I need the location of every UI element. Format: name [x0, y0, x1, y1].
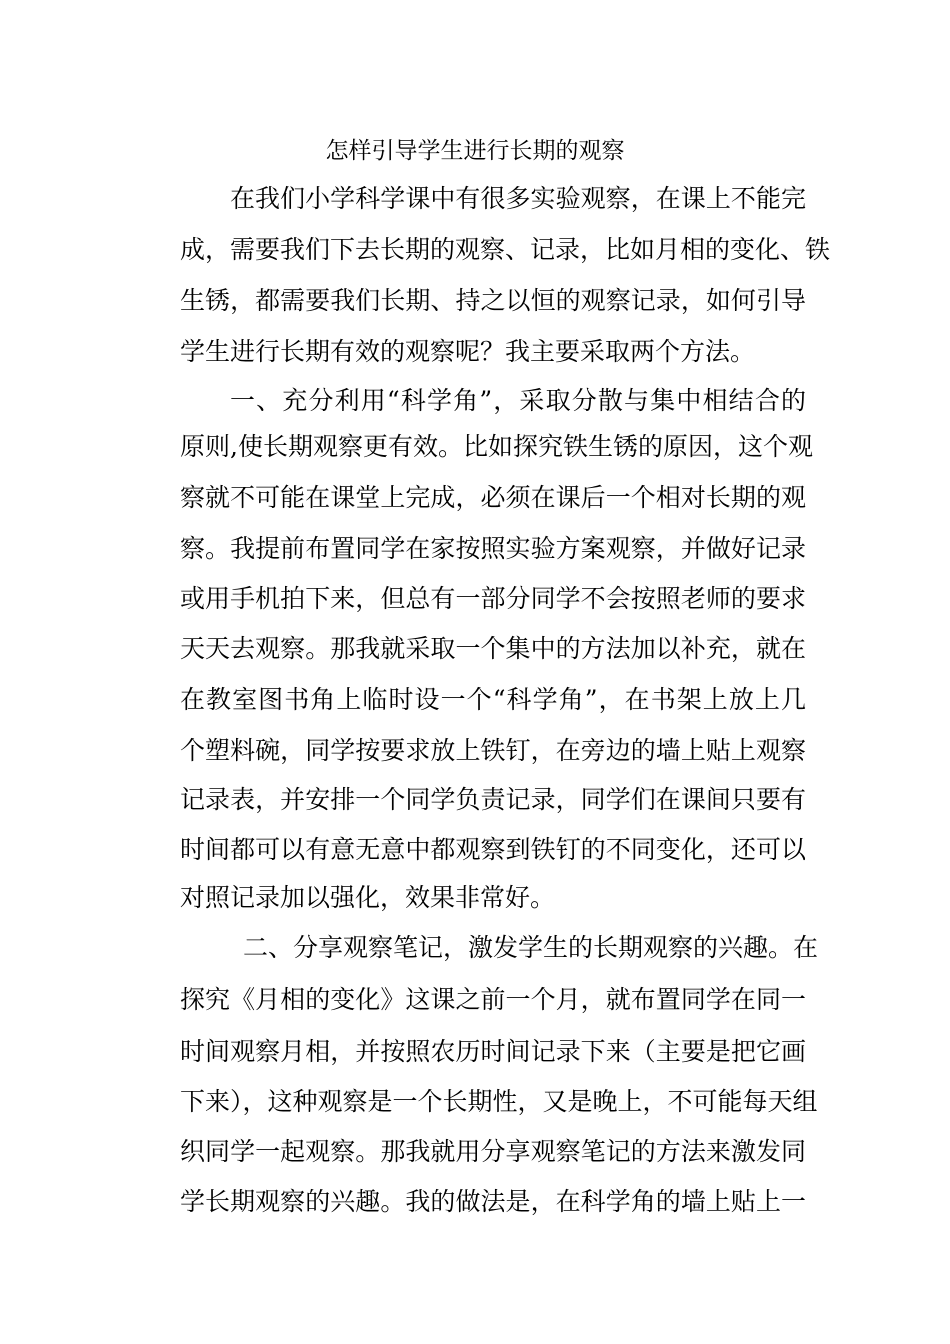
- paragraph-2-line-6: 天天去观察。那我就采取一个集中的方法加以补充，就在: [180, 634, 806, 663]
- paragraph-3-line-5: 织同学一起观察。那我就用分享观察笔记的方法来激发同: [180, 1137, 806, 1166]
- paragraph-2-line-8: 个塑料碗，同学按要求放上铁钉，在旁边的墙上贴上观察: [180, 736, 806, 765]
- paragraph-1-line-4: 学生进行长期有效的观察呢？我主要采取两个方法。: [180, 337, 756, 366]
- paragraph-2-line-11: 对照记录加以强化，效果非常好。: [180, 883, 556, 912]
- paragraph-2-line-9: 记录表，并安排一个同学负责记录，同学们在课间只要有: [180, 785, 806, 814]
- paragraph-2-line-5: 或用手机拍下来，但总有一部分同学不会按照老师的要求: [180, 584, 806, 613]
- paragraph-3-line-4: 下来），这种观察是一个长期性，又是晚上，不可能每天组: [180, 1087, 818, 1116]
- paragraph-3-line-3: 时间观察月相，并按照农历时间记录下来（主要是把它画: [180, 1037, 806, 1066]
- paragraph-2-line-1: 一、充分利用“科学角”，采取分散与集中相结合的: [230, 386, 806, 415]
- paragraph-3-line-1: 二、分享观察笔记，激发学生的长期观察的兴趣。在: [243, 933, 819, 962]
- paragraph-1-line-2: 成，需要我们下去长期的观察、记录，比如月相的变化、铁: [180, 235, 831, 264]
- paragraph-2-line-3: 察就不可能在课堂上完成，必须在课后一个相对长期的观: [180, 483, 806, 512]
- paragraph-3-line-6: 学长期观察的兴趣。我的做法是，在科学角的墙上贴上一: [180, 1187, 806, 1216]
- paragraph-2-line-7: 在教室图书角上临时设一个“科学角”，在书架上放上几: [180, 685, 806, 714]
- document-title: 怎样引导学生进行长期的观察: [325, 138, 625, 164]
- paragraph-2-line-2: 原则,使长期观察更有效。比如探究铁生锈的原因，这个观: [180, 432, 813, 461]
- paragraph-2-line-10: 时间都可以有意无意中都观察到铁钉的不同变化，还可以: [180, 835, 806, 864]
- paragraph-1-line-3: 生锈，都需要我们长期、持之以恒的观察记录，如何引导: [180, 286, 806, 315]
- paragraph-2-line-4: 察。我提前布置同学在家按照实验方案观察，并做好记录: [180, 534, 806, 563]
- paragraph-3-line-2: 探究《月相的变化》这课之前一个月，就布置同学在同一: [180, 985, 806, 1014]
- paragraph-1-line-1: 在我们小学科学课中有很多实验观察，在课上不能完: [230, 184, 806, 213]
